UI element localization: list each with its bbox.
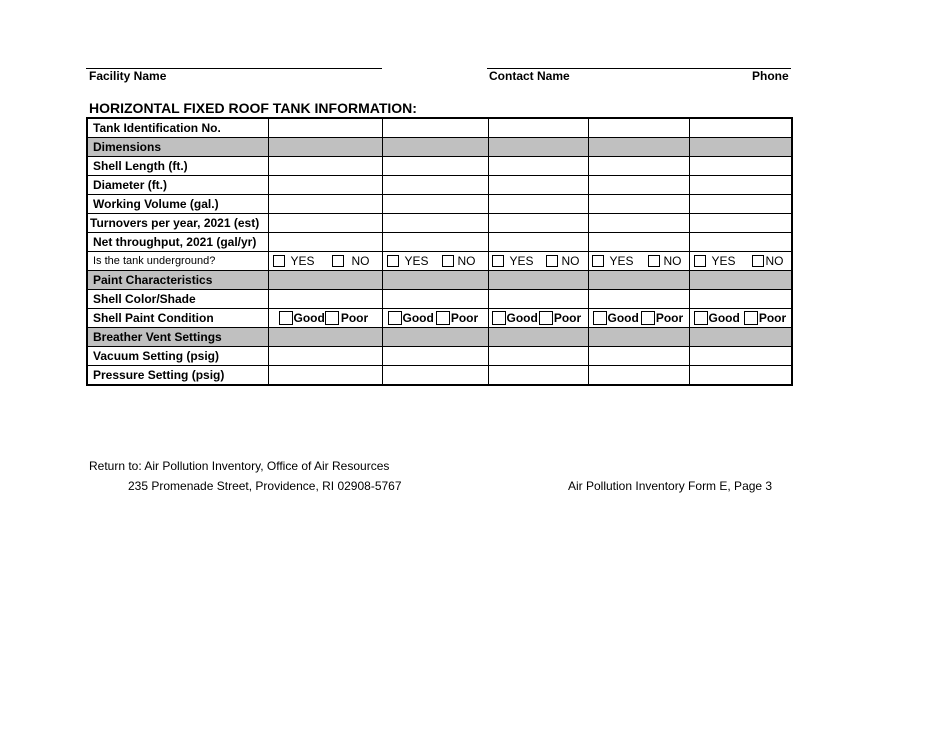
underground-cell: [488, 252, 588, 271]
row-tank-id: [87, 118, 792, 138]
yes-checkbox[interactable]: [492, 255, 504, 267]
row-label: Vacuum Setting (psig): [87, 347, 268, 366]
yes-checkbox[interactable]: [387, 255, 399, 267]
yes-label: YES: [509, 254, 534, 268]
row-pressure-setting: [87, 366, 792, 386]
shell-color-cell[interactable]: [488, 290, 588, 309]
good-label: Good: [293, 311, 325, 325]
turnovers-cell[interactable]: [488, 214, 588, 233]
poor-label: Poor: [340, 311, 369, 325]
no-label: NO: [351, 254, 370, 268]
tank-id-cell-3[interactable]: [488, 118, 588, 138]
shell-color-cell[interactable]: [689, 290, 792, 309]
row-breather-vent: [87, 328, 792, 347]
no-label: NO: [561, 254, 580, 268]
pressure-setting-cell[interactable]: [488, 366, 588, 386]
net-throughput-cell[interactable]: [382, 233, 488, 252]
working-volume-cell[interactable]: [488, 195, 588, 214]
no-label: NO: [663, 254, 682, 268]
row-label: Shell Color/Shade: [87, 290, 268, 309]
tank-info-table: [86, 117, 793, 386]
row-dimensions: [87, 138, 792, 157]
row-shell-length: [87, 157, 792, 176]
good-label: Good: [402, 311, 434, 325]
no-checkbox[interactable]: [332, 255, 344, 267]
net-throughput-cell[interactable]: [268, 233, 382, 252]
row-label: Dimensions: [87, 138, 268, 157]
vacuum-setting-cell[interactable]: [689, 347, 792, 366]
poor-checkbox[interactable]: [325, 311, 339, 325]
tank-id-cell-1[interactable]: [268, 118, 382, 138]
row-underground: [87, 252, 792, 271]
no-label: NO: [457, 254, 476, 268]
poor-checkbox[interactable]: [539, 311, 553, 325]
yes-checkbox[interactable]: [592, 255, 604, 267]
row-shell-paint-condition: [87, 309, 792, 328]
return-to-text: Return to: Air Pollution Inventory, Office of Air Resources: [89, 459, 390, 473]
working-volume-cell[interactable]: [382, 195, 488, 214]
diameter-cell[interactable]: [268, 176, 382, 195]
shell-length-cell[interactable]: [268, 157, 382, 176]
poor-label: Poor: [655, 311, 684, 325]
poor-checkbox[interactable]: [641, 311, 655, 325]
row-label: Net throughput, 2021 (gal/yr): [87, 233, 268, 252]
underground-cell: [588, 252, 689, 271]
net-throughput-cell[interactable]: [689, 233, 792, 252]
pressure-setting-cell[interactable]: [268, 366, 382, 386]
underground-cell: [689, 252, 792, 271]
shell-color-cell[interactable]: [268, 290, 382, 309]
diameter-cell[interactable]: [588, 176, 689, 195]
poor-checkbox[interactable]: [744, 311, 758, 325]
tank-id-cell-2[interactable]: [382, 118, 488, 138]
good-checkbox[interactable]: [388, 311, 402, 325]
row-vacuum-setting: [87, 347, 792, 366]
section-title: HORIZONTAL FIXED ROOF TANK INFORMATION:: [89, 100, 417, 116]
net-throughput-cell[interactable]: [488, 233, 588, 252]
vacuum-setting-cell[interactable]: [268, 347, 382, 366]
good-label: Good: [607, 311, 639, 325]
shell-length-cell[interactable]: [689, 157, 792, 176]
working-volume-cell[interactable]: [268, 195, 382, 214]
row-paint-characteristics: [87, 271, 792, 290]
phone-label: Phone: [752, 69, 789, 83]
good-checkbox[interactable]: [279, 311, 293, 325]
yes-label: YES: [404, 254, 429, 268]
paint-condition-cell: [382, 309, 488, 328]
turnovers-cell[interactable]: [588, 214, 689, 233]
row-diameter: [87, 176, 792, 195]
row-label: Shell Paint Condition: [87, 309, 268, 328]
shell-color-cell[interactable]: [588, 290, 689, 309]
yes-checkbox[interactable]: [273, 255, 285, 267]
working-volume-cell[interactable]: [689, 195, 792, 214]
net-throughput-cell[interactable]: [588, 233, 689, 252]
row-working-volume: [87, 195, 792, 214]
paint-condition-cell: [588, 309, 689, 328]
no-checkbox[interactable]: [546, 255, 558, 267]
diameter-cell[interactable]: [382, 176, 488, 195]
diameter-cell[interactable]: [689, 176, 792, 195]
yes-checkbox[interactable]: [694, 255, 706, 267]
pressure-setting-cell[interactable]: [689, 366, 792, 386]
row-net-throughput: [87, 233, 792, 252]
row-label: Shell Length (ft.): [87, 157, 268, 176]
shell-color-cell[interactable]: [382, 290, 488, 309]
turnovers-cell[interactable]: [268, 214, 382, 233]
paint-condition-cell: [488, 309, 588, 328]
row-turnovers: [87, 214, 792, 233]
poor-label: Poor: [553, 311, 582, 325]
paint-condition-cell: [689, 309, 792, 328]
good-label: Good: [708, 311, 740, 325]
poor-checkbox[interactable]: [436, 311, 450, 325]
row-label: Breather Vent Settings: [87, 328, 268, 347]
paint-condition-cell: [268, 309, 382, 328]
diameter-cell[interactable]: [488, 176, 588, 195]
yes-label: YES: [711, 254, 736, 268]
form-id-text: Air Pollution Inventory Form E, Page 3: [568, 479, 773, 493]
no-checkbox[interactable]: [442, 255, 454, 267]
poor-label: Poor: [450, 311, 479, 325]
contact-name-label: Contact Name: [489, 69, 570, 83]
pressure-setting-cell[interactable]: [382, 366, 488, 386]
shell-length-cell[interactable]: [382, 157, 488, 176]
row-label: Tank Identification No.: [87, 118, 268, 138]
no-label: NO: [765, 254, 784, 268]
tank-id-cell-5[interactable]: [689, 118, 792, 138]
facility-name-label: Facility Name: [89, 69, 167, 83]
tank-id-cell-4[interactable]: [588, 118, 689, 138]
underground-cell: [382, 252, 488, 271]
row-shell-color: [87, 290, 792, 309]
row-label: Paint Characteristics: [87, 271, 268, 290]
shell-length-cell[interactable]: [588, 157, 689, 176]
turnovers-cell[interactable]: [689, 214, 792, 233]
vacuum-setting-cell[interactable]: [588, 347, 689, 366]
shell-length-cell[interactable]: [488, 157, 588, 176]
row-label: Pressure Setting (psig): [87, 366, 268, 386]
address-text: 235 Promenade Street, Providence, RI 02908-5767: [128, 479, 402, 493]
good-checkbox[interactable]: [694, 311, 708, 325]
good-checkbox[interactable]: [492, 311, 506, 325]
vacuum-setting-cell[interactable]: [382, 347, 488, 366]
no-checkbox[interactable]: [648, 255, 660, 267]
row-label: Turnovers per year, 2021 (est): [87, 214, 268, 233]
vacuum-setting-cell[interactable]: [488, 347, 588, 366]
yes-label: YES: [609, 254, 634, 268]
turnovers-cell[interactable]: [382, 214, 488, 233]
row-label: Working Volume (gal.): [87, 195, 268, 214]
row-label: Is the tank underground?: [87, 252, 268, 271]
poor-label: Poor: [758, 311, 787, 325]
yes-label: YES: [290, 254, 315, 268]
working-volume-cell[interactable]: [588, 195, 689, 214]
good-label: Good: [506, 311, 538, 325]
row-label: Diameter (ft.): [87, 176, 268, 195]
underground-cell: [268, 252, 382, 271]
good-checkbox[interactable]: [593, 311, 607, 325]
no-checkbox[interactable]: [752, 255, 764, 267]
pressure-setting-cell[interactable]: [588, 366, 689, 386]
